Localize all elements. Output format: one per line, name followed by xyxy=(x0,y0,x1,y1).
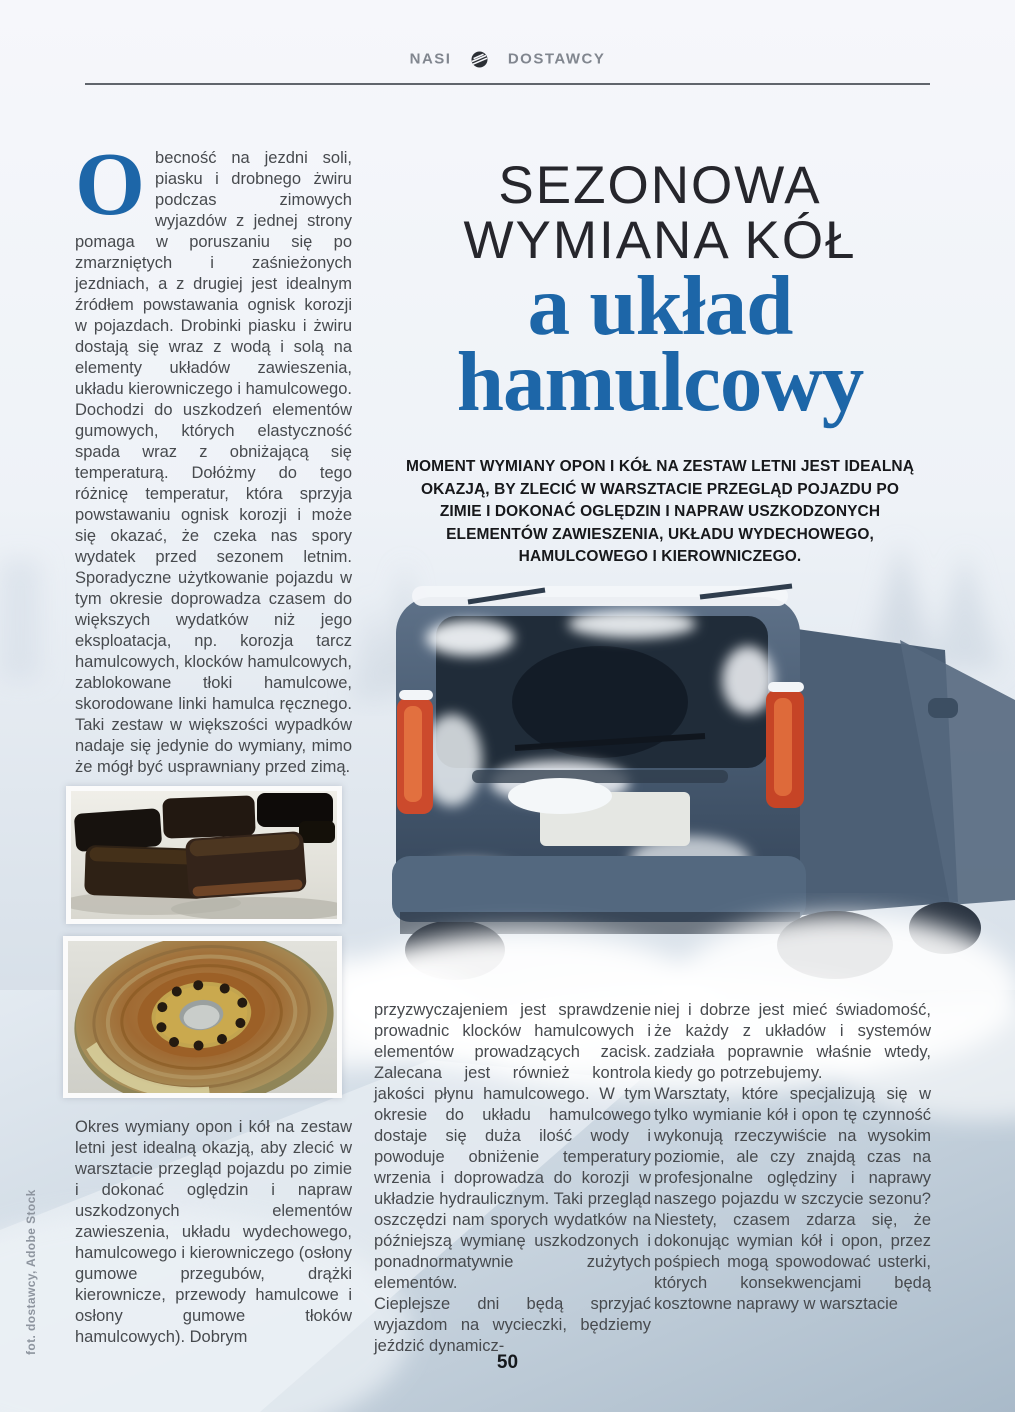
text-column-2 xyxy=(374,1000,651,1357)
page-header xyxy=(0,50,1015,68)
page-number: 50 xyxy=(496,1352,519,1373)
photo-brake-pads xyxy=(66,786,342,924)
column2-paragraph-1: przyzwyczajeniem jest sprawdzenie prowadnic klocków hamulcowych i elementów prowadzących zacisk. Zalecana jest również kontrola jakości płynu hamulcowego. W tym okresie do układu hamulcowego dostaje się duża ilość wody i powoduje obniżenie temperatury wrzenia i doprowadza do korozji w układzie hydraulicznym. Taki przegląd oszczędzi nam sporych wydatków na późniejszą wymianę uszkodzonych i ponadnormatywnie zużytych elementów. xyxy=(374,1001,651,1292)
text-column-3 xyxy=(654,1000,931,1315)
kicker-line-1: SEZONOWA xyxy=(498,156,822,215)
main-title-line-2: hamulcowy xyxy=(456,335,864,429)
column1-paragraph: Okres wymiany opon i kół na zestaw letni jest idealną okazją, aby zlecić w warsztacie przegląd pojazdu po zimie i dokonać oględzin i napraw uszkodzonych elementów zawieszenia, układu wydechowego, hamulcowego i kierowniczego (osłony gumowe przegubów, drążki kierownicze, przewody hamulcowe i osłony gumowe tłoków hamulcowych). Dobrym xyxy=(75,1118,352,1346)
kicker-title xyxy=(330,158,990,268)
main-title-line-1: a układ xyxy=(527,259,793,353)
column3-paragraph-2: Warsztaty, które specjalizują się w tylko wymianie kół i opon tę czynność wykonują rzeczywiście na wysokim poziomie, ale czy znajdą czas na profesjonalne oględziny i naprawy naszego pojazdu w szczycie sezonu? Niestety, czasem zdarza się, że dokonując wymian kół i opon, przez pośpiech mogą spowodować usterki, których konsekwencjami będą kosztowne naprawy w warsztacie xyxy=(654,1085,931,1313)
dropcap: O xyxy=(75,135,146,234)
kicker-line-2: WYMIANA KÓŁ xyxy=(463,211,857,270)
photo-brake-disc xyxy=(63,936,342,1098)
intro-column xyxy=(75,135,352,778)
publisher-globe-icon xyxy=(471,51,488,68)
column2-paragraph-2: Cieplejsze dni będą sprzyjać wyjazdom na wycieczki, będziemy jeździć dynamicz- xyxy=(374,1295,651,1355)
header-rule xyxy=(85,83,930,85)
text-column-1 xyxy=(75,1117,352,1348)
photo-credit: fot. dostawcy, Adobe Stock xyxy=(24,1189,38,1355)
main-title xyxy=(330,259,990,429)
intro-text: becność na jezdni soli, piasku i drobnego żwiru podczas zimowych wyjazdów z jednej strony pomaga w poruszaniu się po zmarzniętych i zaśnieżonych jezdniach, a z drugiej jest idealnym źródłem powstawania ognisk korozji w pojazdach. Drobinki piasku i żwiru dostają się wraz z wodą i solą na elementy układów zawieszenia, układu kierowniczego i hamulcowego. Dochodzi do uszkodzeń elementów gumowych, których elastyczność spada wraz z obniżającą się temperaturą. Dołóżmy do tego różnicę temperatur, która sprzyja powstawaniu ognisk korozji i może się okazać, że czeka nas spory wydatek przed sezonem letnim. Sporadyczne użytkowanie pojazdu w tym okresie doprowadza czasem do większych wydatków niż jego eksploatacja, np. korozja tarcz hamulcowych, klocków hamulcowych, zablokowane tłoki hamulcowe, skorodowane linki hamulca ręcznego. Taki zestaw w większości wypadków nadaje się jedynie do wymiany, mimo że mógł być usprawniany przed zimą. xyxy=(75,149,352,776)
lead-paragraph: MOMENT WYMIANY OPON I KÓŁ NA ZESTAW LETNI JEST IDEALNĄ OKAZJĄ, BY ZLECIĆ W WARSZTACIE PRZEGLĄD POJAZDU PO ZIMIE I DOKONAĆ OGLĘDZIN I NAPRAW USZKODZONYCH ELEMENTÓW ZAWIESZENIA, UKŁADU WYDECHOWEGO, HAMULCOWEGO I KIEROWNICZEGO. xyxy=(405,458,914,565)
header-word-right: DOSTAWCY xyxy=(507,50,606,68)
header-word-left: NASI xyxy=(409,50,452,68)
column3-paragraph-1: niej i dobrze jest mieć świadomość, że każdy z układów i systemów zadziała poprawnie właśnie wtedy, kiedy go potrzebujemy. xyxy=(654,1001,931,1082)
